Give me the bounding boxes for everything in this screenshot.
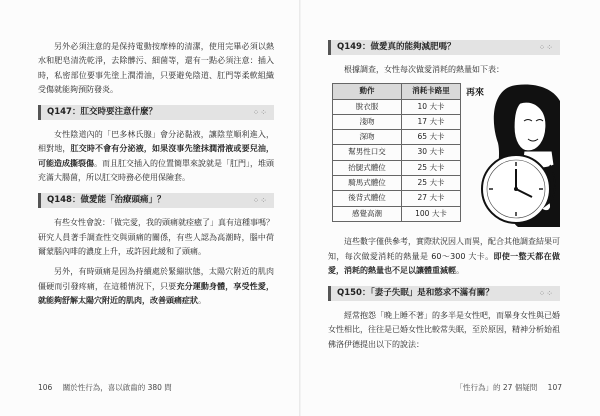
- table-cell: 後背式體位: [333, 191, 402, 206]
- q149-title: Q149：做愛真的能夠減肥嗎？: [337, 42, 456, 52]
- q148-text-bold: 充分運動身體，享受性愛，就能夠舒解太陽穴附近的肌肉，改善頭痛症狀: [38, 281, 275, 305]
- table-cell: 25 大卡: [402, 176, 461, 191]
- table-cell: 脫衣服: [333, 99, 402, 114]
- right-page: [328, 40, 560, 358]
- table-row: [333, 206, 461, 221]
- q149-intro: 根據調查，女性每次做愛消耗的熱量如下表：: [344, 65, 504, 74]
- table-cell: 17 大卡: [402, 114, 461, 129]
- q148-title: Q148：做愛能「治療頭痛」？: [47, 195, 166, 206]
- q147-text-c: 。而且肛交插入的位置簡單來說就是「肛門」，堆頭充滿大腸菌，所以肛交時務必使用保險套。: [38, 158, 274, 183]
- table-row: [333, 99, 461, 114]
- left-running-title: 關於性行為，喜以啟齒的 380 問: [62, 383, 172, 392]
- q150-heading: [328, 286, 560, 301]
- corner-mark-icon: ⁘⁘: [252, 108, 268, 118]
- table-header-cell: 消耗卡路里: [402, 84, 461, 99]
- q149-heading: [328, 40, 560, 55]
- left-footer: [38, 382, 172, 393]
- table-header-row: [333, 84, 461, 99]
- table-cell: 65 大卡: [402, 130, 461, 145]
- table-row: [333, 130, 461, 145]
- table-cell: 深吻: [333, 130, 402, 145]
- intro-paragraph: 另外必須注意的是保持電動按摩棒的清潔，使用完畢必須以熱水和肥皂清洗乾淨，去除髒污、細菌等，還有一點必須注意：插入時，私密部位要事先塗上潤滑油，只要避免陰道、肛門等柔軟組織受傷就能夠預防發炎。: [38, 42, 274, 94]
- book-gutter: [299, 0, 301, 416]
- corner-mark-icon: ⁘⁘: [538, 43, 554, 52]
- table-cell: 淺吻: [333, 114, 402, 129]
- right-page-number: 107: [547, 383, 562, 392]
- q150-paragraph: 經常抱怨「晚上睡不著」的多半是女性吧，而畢身女性與已婚女性相比，往往是已婚女性比較常失眠，至於原因，精神分析始祖佛洛伊德提出以下的說法：: [328, 311, 560, 349]
- table-row: [333, 160, 461, 175]
- q148-text-a: 另外，有時頭痛是因為持續處於緊繃狀態，太陽穴附近的肌肉僵硬而引發疼痛，在這種情況下，只要: [38, 267, 274, 291]
- table-row: [333, 145, 461, 160]
- q147-heading: [38, 105, 274, 120]
- q147-text-a: 女性陰道內的「巴多林氏腺」會分泌黏液，讓陰莖順利進入，相對地，: [38, 130, 274, 154]
- q147-text-bold: 肛交時不會有分泌液，如果沒事先塗抹潤滑液或要兒油，可能造成撕裂傷: [38, 144, 275, 168]
- corner-mark-icon: ⁘⁘: [538, 289, 554, 299]
- table-cell: 抬腿式體位: [333, 160, 402, 175]
- q148-paragraph-1: 有些女性會說：「做完愛，我的頭痛就痊癒了」真有這種事嗎？研究人員著手調查性交與頭痛的關係，有些人認為高潮時，腦中荷爾蒙腦內啡的濃度上升，或許因此緩和了頭痛。: [38, 218, 274, 256]
- q147-title: Q147：肛交時要注意什麼？: [47, 107, 157, 118]
- right-footer: [455, 382, 562, 393]
- table-cell: 騎馬式體位: [333, 176, 402, 191]
- q149-text-bold: 即使一整天都在做愛，消耗的熱量也不足以讓體重減輕: [328, 251, 560, 275]
- table-cell: 幫男性口交: [333, 145, 402, 160]
- table-cell: 100 大卡: [402, 206, 461, 221]
- woman-with-clock-illustration: [462, 81, 562, 231]
- left-page-number: 106: [38, 383, 53, 392]
- corner-mark-icon: ⁘⁘: [252, 196, 268, 206]
- q149-paragraph-2: [328, 235, 560, 278]
- calorie-table: [332, 83, 461, 222]
- q148-text-c: 。: [198, 295, 206, 305]
- illustration-label: 再來: [466, 88, 485, 99]
- q147-paragraph: [38, 128, 274, 185]
- q148-paragraph-2: [38, 265, 274, 308]
- table-row: [333, 191, 461, 206]
- table-cell: 感覺高潮: [333, 206, 402, 221]
- q149-text-a: 這些數字僅供參考，實際狀況因人而異，配合其他調查結果可知，每次做愛消耗的熱量是 60～300 大卡。: [328, 237, 560, 261]
- left-page: [38, 40, 274, 314]
- table-header-cell: 動作: [333, 84, 402, 99]
- table-with-illustration: [328, 83, 560, 235]
- table-cell: 27 大卡: [402, 191, 461, 206]
- right-running-title: 「性行為」的 27 個疑問: [455, 383, 538, 392]
- q149-text-c: 。: [456, 265, 464, 275]
- table-row: [333, 176, 461, 191]
- table-cell: 25 大卡: [402, 160, 461, 175]
- q150-title: Q150：「妻子失眠」是和慾求不滿有關？: [337, 288, 494, 299]
- table-cell: 30 大卡: [402, 145, 461, 160]
- table-cell: 10 大卡: [402, 99, 461, 114]
- table-row: [333, 114, 461, 129]
- q148-heading: [38, 193, 274, 208]
